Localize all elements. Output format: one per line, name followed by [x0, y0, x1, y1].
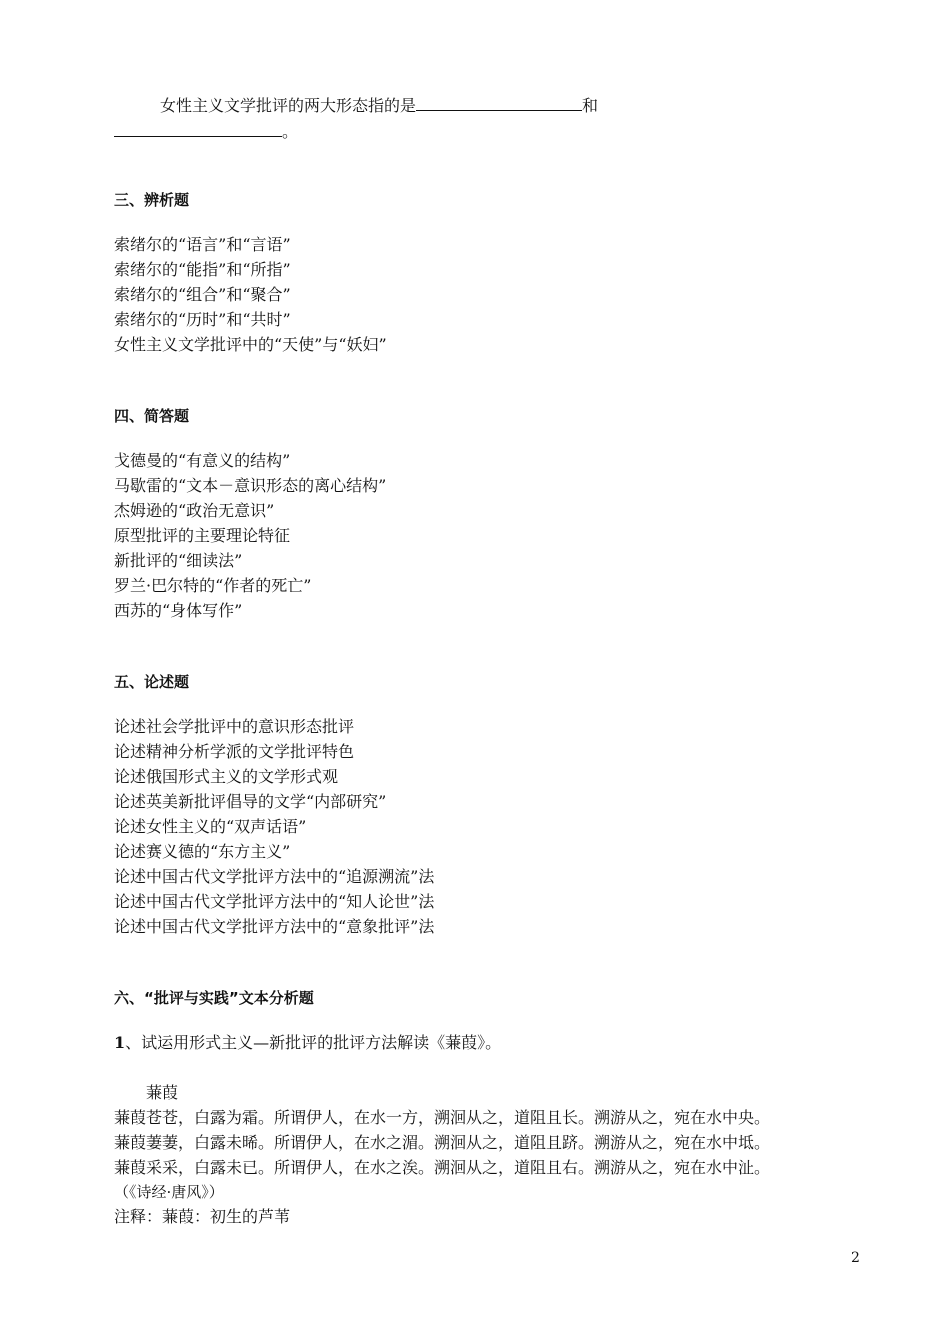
section-5-item: 论述中国古代文学批评方法中的“追源溯流”法: [114, 867, 435, 886]
section-3-heading: 三、辨析题: [114, 191, 190, 209]
fill-in-text: 女性主义文学批评的两大形态指的是: [160, 96, 417, 115]
section-3-item: 索绪尔的“能指”和“所指”: [114, 260, 291, 279]
fill-in-period: 。: [282, 122, 299, 141]
fill-in-question-cont: [114, 120, 298, 142]
section-4-heading: 四、简答题: [114, 407, 190, 425]
answer-blank-2[interactable]: [114, 120, 282, 137]
section-4-item: 罗兰·巴尔特的“作者的死亡”: [114, 576, 312, 595]
question-text: 、试运用形式主义—新批评的批评方法解读《蒹葭》。: [125, 1033, 502, 1052]
section-5-item: 论述精神分析学派的文学批评特色: [114, 742, 355, 761]
analysis-question: [114, 1033, 501, 1053]
poem-title: 蒹葭: [146, 1083, 179, 1102]
section-4-item: 原型批评的主要理论特征: [114, 526, 291, 545]
poem-line: 蒹葭苍苍，白露为霜。所谓伊人，在水一方，溯洄从之，道阻且长。溯游从之，宛在水中央。: [114, 1108, 771, 1127]
section-5-item: 论述中国古代文学批评方法中的“知人论世”法: [114, 892, 435, 911]
page-number: 2: [851, 1250, 860, 1266]
poem-note: 注释：蒹葭：初生的芦苇: [114, 1207, 291, 1226]
section-5-item: 论述中国古代文学批评方法中的“意象批评”法: [114, 917, 435, 936]
section-5-item: 论述赛义德的“东方主义”: [114, 842, 291, 861]
section-5-item: 论述英美新批评倡导的文学“内部研究”: [114, 792, 387, 811]
poem-source: （《诗经·唐风》）: [114, 1183, 224, 1201]
section-5-item: 论述社会学批评中的意识形态批评: [114, 717, 355, 736]
section-4-item: 马歇雷的“文本－意识形态的离心结构”: [114, 476, 387, 495]
section-4-item: 新批评的“细读法”: [114, 551, 243, 570]
fill-in-and: 和: [582, 96, 599, 115]
fill-in-question: [160, 94, 598, 116]
question-number: 1: [114, 1033, 126, 1052]
poem-line: 蒹葭采采，白露未已。所谓伊人，在水之涘。溯洄从之，道阻且右。溯游从之，宛在水中沚。: [114, 1158, 771, 1177]
answer-blank-1[interactable]: [416, 94, 582, 111]
section-6-heading: 六、“批评与实践”文本分析题: [114, 989, 314, 1007]
section-3-item: 索绪尔的“组合”和“聚合”: [114, 285, 291, 304]
section-4-item: 戈德曼的“有意义的结构”: [114, 451, 291, 470]
section-5-item: 论述俄国形式主义的文学形式观: [114, 767, 339, 786]
section-5-item: 论述女性主义的“双声话语”: [114, 817, 307, 836]
section-5-heading: 五、论述题: [114, 673, 190, 691]
section-3-item: 索绪尔的“语言”和“言语”: [114, 235, 291, 254]
section-3-item: 女性主义文学批评中的“天使”与“妖妇”: [114, 335, 387, 354]
section-4-item: 杰姆逊的“政治无意识”: [114, 501, 275, 520]
section-4-item: 西苏的“身体写作”: [114, 601, 243, 620]
section-3-item: 索绪尔的“历时”和“共时”: [114, 310, 291, 329]
poem-line: 蒹葭萋萋，白露未晞。所谓伊人，在水之湄。溯洄从之，道阻且跻。溯游从之，宛在水中坻。: [114, 1133, 771, 1152]
